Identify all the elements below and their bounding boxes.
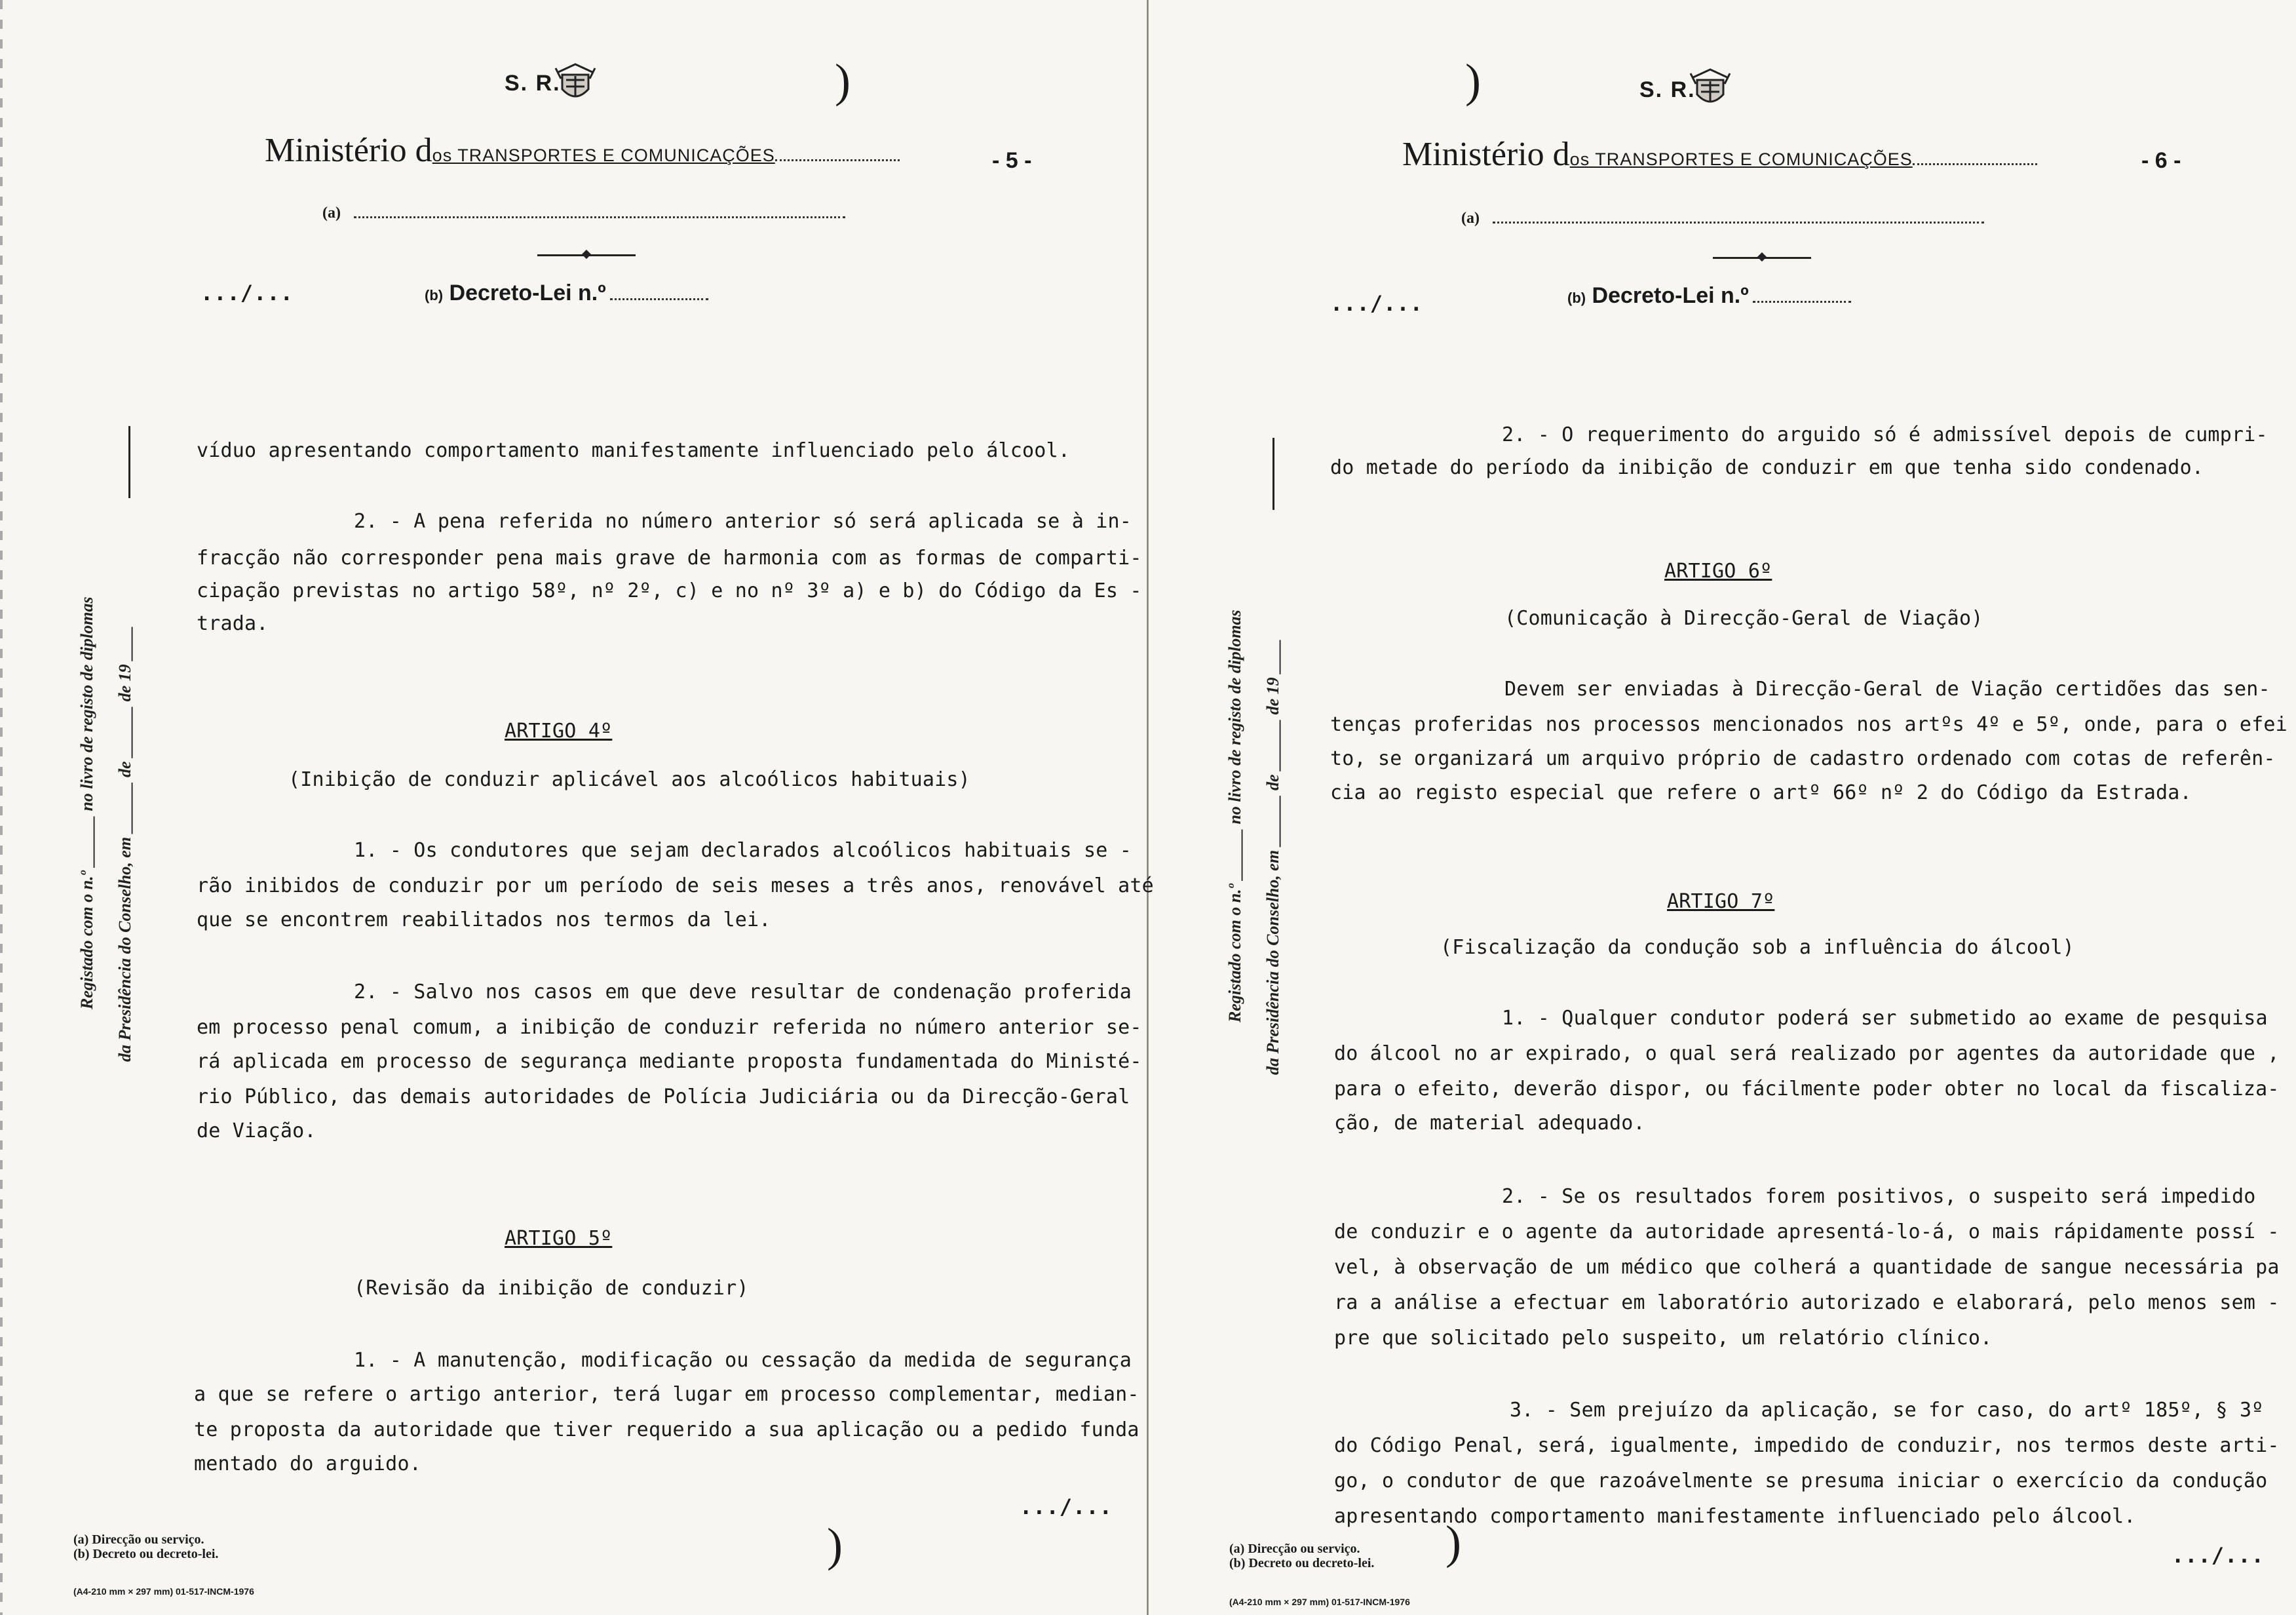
- body-line: a que se refere o artigo anterior, terá lugar em processo complementar, median-: [194, 1383, 1139, 1406]
- body-line: de Viação.: [197, 1119, 316, 1142]
- decreto-number-line: [1753, 301, 1851, 303]
- form-reference: (A4-210 mm × 297 mm) 01-517-INCM-1976: [1229, 1597, 1410, 1607]
- margin-mark: ): [827, 1519, 843, 1571]
- ministerio-label: Ministério d: [265, 132, 432, 169]
- body-line: to, se organizará um arquivo próprio de cadastro ordenado com cotas de referên-: [1330, 747, 2276, 770]
- body-line: 1. - A manutenção, modificação ou cessação da medida de segurança: [354, 1349, 1132, 1372]
- ministerio-label: Ministério d: [1402, 136, 1570, 173]
- decreto-text: Decreto-Lei n.º: [449, 281, 606, 305]
- body-line: 3. - Sem prejuízo da aplicação, se for caso, do artº 185º, § 3º: [1510, 1399, 2264, 1422]
- article-subtitle: (Revisão da inibição de conduzir): [354, 1277, 749, 1300]
- body-line: que se encontrem reabilitados nos termos da lei.: [197, 908, 771, 931]
- footnote-a: (a) Direcção ou serviço.: [1229, 1542, 1360, 1556]
- continues-marker: .../...: [2172, 1543, 2265, 1568]
- body-line: rio Público, das demais autoridades de Polícia Judiciária ou da Direcção-Geral: [197, 1085, 1130, 1108]
- body-line: fracção não corresponder pena mais grave de harmonia com as formas de comparti-: [197, 547, 1142, 570]
- side-registration-line1: Registado com o n.º ______ no livro de registo de diplomas: [1225, 610, 1244, 1022]
- body-line: de conduzir e o agente da autoridade apresentá-lo-á, o mais rápidamente possí -: [1334, 1220, 2280, 1243]
- form-reference: (A4-210 mm × 297 mm) 01-517-INCM-1976: [73, 1586, 254, 1597]
- body-line: trada.: [197, 612, 269, 635]
- ornament-divider: [537, 254, 636, 256]
- body-line: víduo apresentando comportamento manifestamente influenciado pelo álcool.: [197, 439, 1071, 462]
- decreto-lei-label: [425, 281, 708, 306]
- body-line: 2. - A pena referida no número anterior só será aplicada se à in-: [354, 510, 1132, 533]
- ministerio-department: os TRANSPORTES E COMUNICAÇÕES: [432, 146, 775, 165]
- body-line: mentado do arguido.: [194, 1452, 421, 1475]
- decreto-lei-label: [1567, 283, 1851, 309]
- body-line: do metade do período da inibição de conduzir em que tenha sido condenado.: [1330, 456, 2204, 479]
- continues-marker: .../...: [1020, 1494, 1113, 1519]
- body-line: ra a análise a efectuar em laboratório autorizado e elaborará, pelo menos sem -: [1334, 1291, 2280, 1314]
- article-title: ARTIGO 4º: [505, 720, 613, 743]
- sr-text: S. R.: [505, 71, 561, 96]
- article-subtitle: (Fiscalização da condução sob a influência do álcool): [1440, 936, 2075, 959]
- margin-mark: ): [1465, 54, 1481, 107]
- body-line: ção, de material adequado.: [1334, 1112, 1645, 1135]
- body-line: go, o condutor de que razoávelmente se presuma iniciar o exercício da condução: [1334, 1469, 2268, 1492]
- page-right: [1148, 0, 2296, 1615]
- article-subtitle: (Comunicação à Direcção-Geral de Viação): [1504, 607, 1983, 630]
- body-line: 2. - Salvo nos casos em que deve resultar de condenação proferida: [354, 981, 1132, 1003]
- sr-text: S. R.: [1639, 77, 1696, 102]
- label-a: (a): [1461, 210, 1480, 227]
- page-number: - 5 -: [992, 148, 1032, 173]
- body-line: te proposta da autoridade que tiver requerido a sua aplicação ou a pedido funda: [194, 1418, 1139, 1441]
- body-line: tenças proferidas nos processos mencionados nos artºs 4º e 5º, onde, para o efei: [1330, 713, 2287, 736]
- body-line: rão inibidos de conduzir por um período de seis meses a três anos, renovável até: [197, 874, 1154, 897]
- article-title: ARTIGO 6º: [1664, 560, 1772, 583]
- decreto-text: Decreto-Lei n.º: [1592, 283, 1749, 308]
- side-registration-line2: da Presidência do Conselho, em ______ de ______ de 19 ____: [115, 625, 134, 1062]
- body-line: apresentando comportamento manifestamente influenciado pelo álcool.: [1334, 1505, 2136, 1528]
- body-line: do Código Penal, será, igualmente, impedido de conduzir, nos termos deste arti-: [1334, 1434, 2280, 1457]
- continued-from: .../...: [201, 281, 294, 305]
- footnote-a: (a) Direcção ou serviço.: [73, 1532, 204, 1547]
- leader-dots: [1913, 163, 2037, 165]
- body-line: cipação previstas no artigo 58º, nº 2º, c) e no nº 3º a) e b) do Código da Es -: [197, 579, 1142, 602]
- body-line: pre que solicitado pelo suspeito, um relatório clínico.: [1334, 1327, 1993, 1350]
- footnote-b: (b) Decreto ou decreto-lei.: [73, 1547, 219, 1561]
- footnote-b: (b) Decreto ou decreto-lei.: [1229, 1556, 1375, 1570]
- ministerio-department: os TRANSPORTES E COMUNICAÇÕES: [1569, 149, 1913, 169]
- decreto-number-line: [610, 298, 708, 300]
- margin-mark: ): [1445, 1516, 1461, 1568]
- coat-of-arms-icon: [1687, 66, 1734, 113]
- body-line: rá aplicada em processo de segurança mediante proposta fundamentada do Ministé-: [197, 1050, 1142, 1073]
- article-title: ARTIGO 5º: [505, 1227, 613, 1250]
- ministerio-heading: [1402, 135, 2037, 174]
- body-line: Devem ser enviadas à Direcção-Geral de Viação certidões das sen-: [1504, 678, 2270, 701]
- coat-of-arms-icon: [552, 60, 599, 107]
- margin-mark: ): [835, 54, 851, 107]
- side-bracket: [1272, 438, 1274, 510]
- ministerio-heading: [265, 131, 900, 170]
- body-line: vel, à observação de um médico que colherá a quantidade de sangue necessária pa: [1334, 1256, 2280, 1279]
- leader-dots: [775, 159, 900, 161]
- body-line: cia ao registo especial que refere o artº 66º nº 2 do Código da Estrada.: [1330, 781, 2192, 804]
- article-title: ARTIGO 7º: [1667, 890, 1775, 913]
- body-line: 2. - Se os resultados forem positivos, o suspeito será impedido: [1502, 1185, 2256, 1208]
- body-line: 1. - Qualquer condutor poderá ser submetido ao exame de pesquisa: [1502, 1007, 2268, 1030]
- side-registration-line2: da Presidência do Conselho, em ______ de ______ de 19 ____: [1263, 638, 1282, 1075]
- side-registration-line1: Registado com o n.º ______ no livro de registo de diplomas: [77, 596, 96, 1009]
- label-b: (b): [1567, 290, 1586, 306]
- side-bracket: [128, 426, 130, 498]
- label-a: (a): [322, 204, 341, 222]
- page-number: - 6 -: [2141, 148, 2181, 173]
- field-a-line: [1493, 214, 1984, 226]
- label-b: (b): [425, 287, 444, 303]
- body-line: para o efeito, deverão dispor, ou fácilmente poder obter no local da fiscaliza-: [1334, 1078, 2280, 1100]
- body-line: 2. - O requerimento do arguido só é admissível depois de cumpri-: [1502, 423, 2268, 446]
- article-subtitle: (Inibição de conduzir aplicável aos alcoólicos habituais): [288, 768, 970, 791]
- body-line: em processo penal comum, a inibição de conduzir referida no número anterior se-: [197, 1016, 1142, 1039]
- body-line: do álcool no ar expirado, o qual será realizado por agentes da autoridade que ,: [1334, 1042, 2280, 1065]
- field-a-line: [354, 208, 845, 221]
- ornament-divider: [1713, 257, 1811, 259]
- body-line: 1. - Os condutores que sejam declarados alcoólicos habituais se -: [354, 839, 1132, 862]
- continued-from: .../...: [1330, 291, 1423, 316]
